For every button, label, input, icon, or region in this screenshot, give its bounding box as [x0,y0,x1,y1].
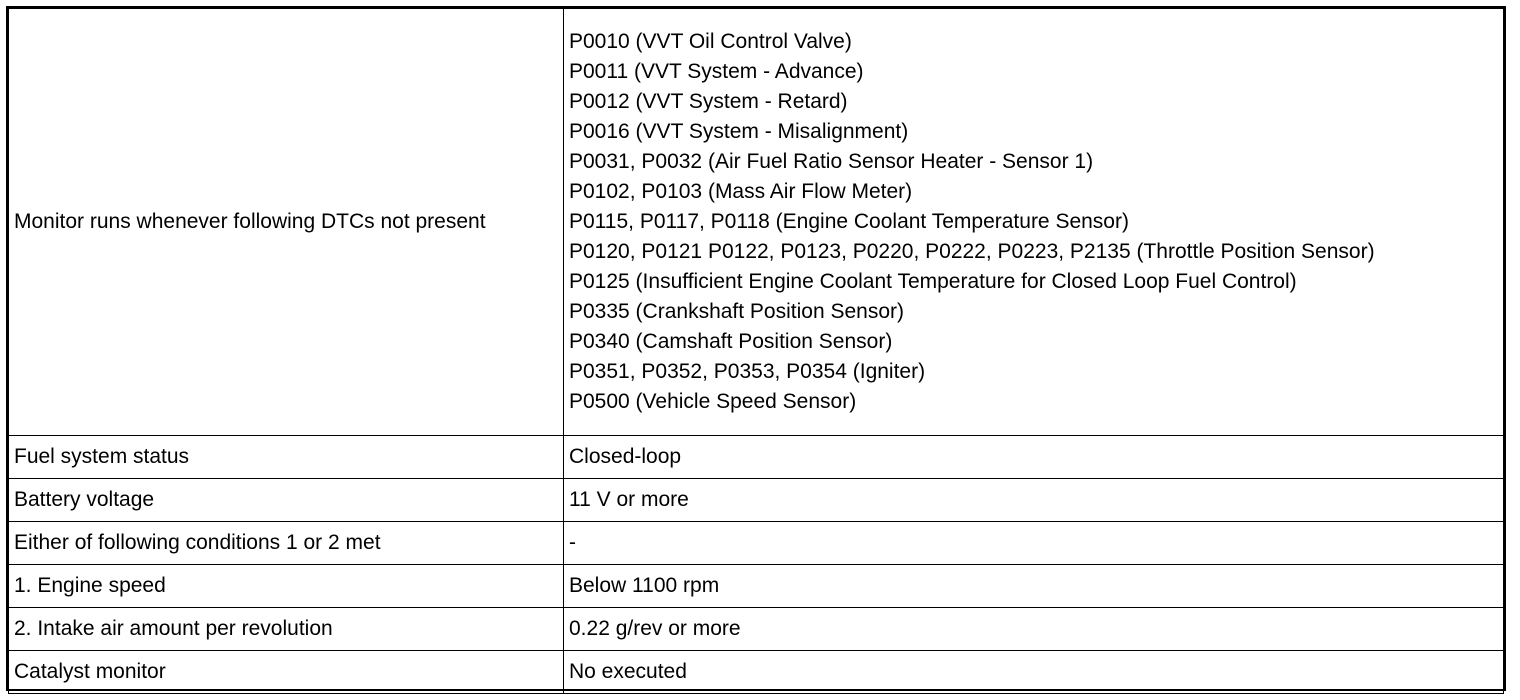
dtc-item: P0115, P0117, P0118 (Engine Coolant Temperature Sensor) [569,210,1129,233]
monitor-conditions-table-frame [6,6,1506,691]
table-row [9,608,1504,651]
dtc-item: P0335 (Crankshaft Position Sensor) [569,300,905,323]
condition-cell: 1. Engine speed [9,565,564,608]
dtc-list-cell [564,9,1504,436]
table-row [9,479,1504,522]
table-row [9,436,1504,479]
value-cell: Below 1100 rpm [564,565,1504,608]
table-row [9,565,1504,608]
dtc-item: P0010 (VVT Oil Control Valve) [569,30,852,53]
condition-cell: Battery voltage [9,479,564,522]
dtc-item: P0012 (VVT System - Retard) [569,90,848,113]
condition-cell: Catalyst monitor [9,651,564,694]
value-cell: Closed-loop [564,436,1504,479]
value-cell: 11 V or more [564,479,1504,522]
dtc-item: P0125 (Insufficient Engine Coolant Temperature for Closed Loop Fuel Control) [569,270,1297,293]
condition-cell: Monitor runs whenever following DTCs not present [9,9,564,436]
value-cell: 0.22 g/rev or more [564,608,1504,651]
dtc-item: P0340 (Camshaft Position Sensor) [569,330,893,353]
condition-cell: 2. Intake air amount per revolution [9,608,564,651]
dtc-item: P0120, P0121 P0122, P0123, P0220, P0222, P0223, P2135 (Throttle Position Sensor) [569,240,1375,263]
dtc-item: P0500 (Vehicle Speed Sensor) [569,390,857,413]
value-cell: No executed [564,651,1504,694]
monitor-conditions-table [8,8,1504,694]
dtc-item: P0016 (VVT System - Misalignment) [569,120,909,143]
dtc-item: P0011 (VVT System - Advance) [569,60,864,83]
dtc-item: P0351, P0352, P0353, P0354 (Igniter) [569,360,926,383]
table-row [9,522,1504,565]
condition-cell: Fuel system status [9,436,564,479]
table-row [9,651,1504,694]
dtc-item: P0031, P0032 (Air Fuel Ratio Sensor Heater - Sensor 1) [569,150,1094,173]
condition-cell: Either of following conditions 1 or 2 met [9,522,564,565]
dtc-item: P0102, P0103 (Mass Air Flow Meter) [569,180,913,203]
value-cell: - [564,522,1504,565]
table-row [9,9,1504,436]
